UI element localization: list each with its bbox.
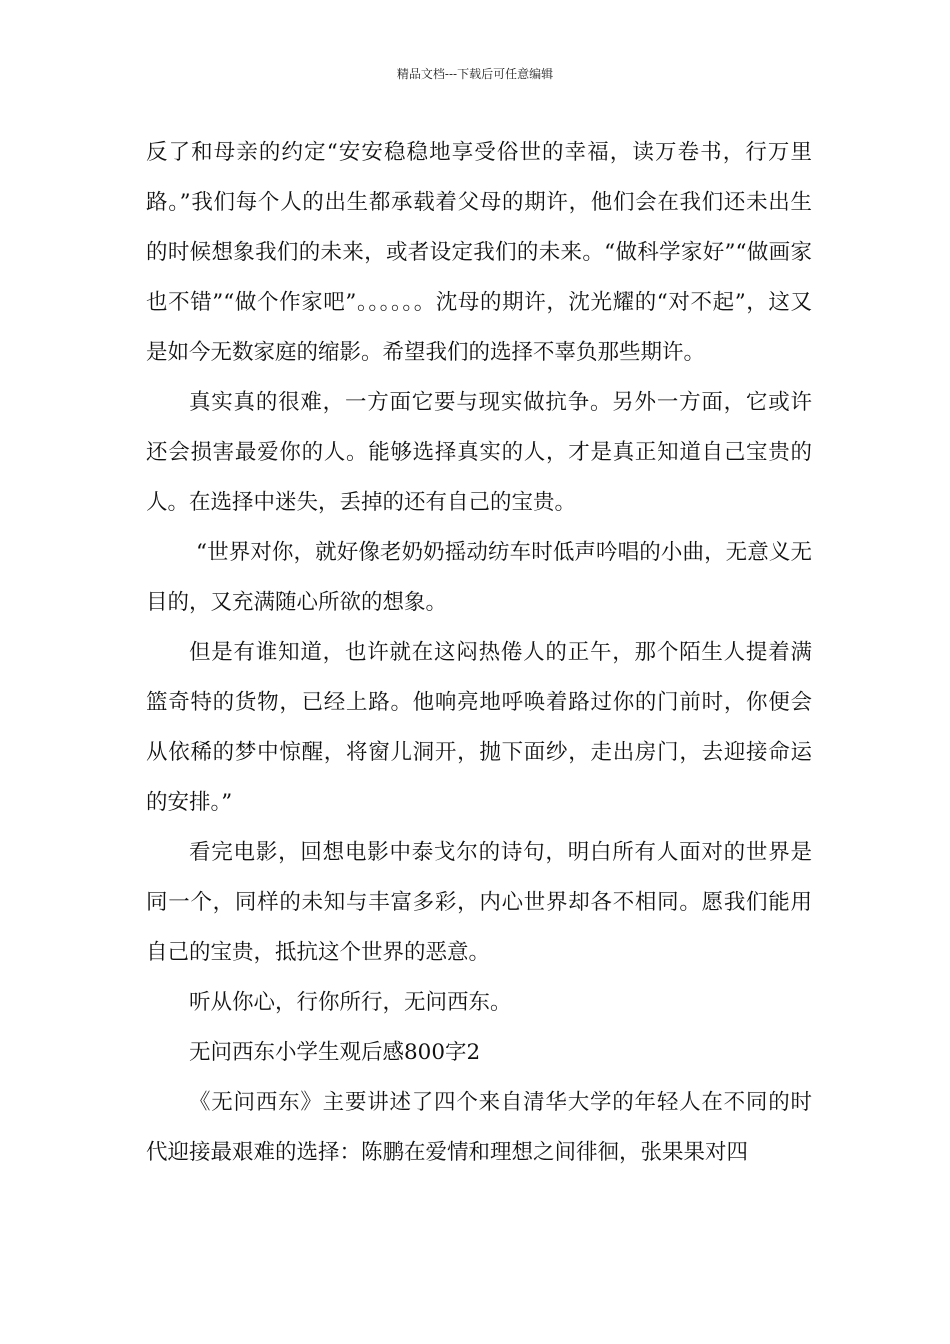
- page-header: 精品文档---下载后可任意编辑: [396, 67, 554, 81]
- document-body: [146, 128, 812, 1178]
- paragraph-7: 《无问西东》主要讲述了四个来自清华大学的年轻人在不同的时代迎接最艰难的选择：陈鹏在爱情和理想之间徘徊，张果果对四: [146, 1090, 812, 1165]
- section-heading: 无问西东小学生观后感800字2: [189, 1040, 481, 1065]
- paragraph-6: 听从你心，行你所行，无问西东。: [189, 990, 512, 1015]
- paragraph-4: 但是有谁知道，也许就在这闷热倦人的正午，那个陌生人提着满篮奇特的货物，已经上路。他响亮地呼唤着路过你的门前时，你便会从依稀的梦中惊醒，将窗儿洞开，抛下面纱，走出房门，去迎接命运的安排。”: [146, 640, 812, 815]
- paragraph-1: 反了和母亲的约定“安安稳稳地享受俗世的幸福，读万卷书，行万里路。”我们每个人的出生都承载着父母的期许，他们会在我们还未出生的时候想象我们的未来，或者设定我们的未来。“做科学家好”“做画家也不错”“做个作家吧”。。。。。。沈母的期许，沈光耀的“对不起”，这又是如今无数家庭的缩影。希望我们的选择不辜负那些期许。: [146, 140, 812, 365]
- paragraph-2: 真实真的很难，一方面它要与现实做抗争。另外一方面，它或许还会损害最爱你的人。能够选择真实的人，才是真正知道自己宝贵的人。在选择中迷失，丢掉的还有自己的宝贵。: [146, 390, 812, 515]
- paragraph-3: “世界对你，就好像老奶奶摇动纺车时低声吟唱的小曲，无意义无目的，又充满随心所欲的想象。: [146, 540, 812, 615]
- paragraph-5: 看完电影，回想电影中泰戈尔的诗句，明白所有人面对的世界是同一个，同样的未知与丰富多彩，内心世界却各不相同。愿我们能用自己的宝贵，抵抗这个世界的恶意。: [146, 840, 812, 965]
